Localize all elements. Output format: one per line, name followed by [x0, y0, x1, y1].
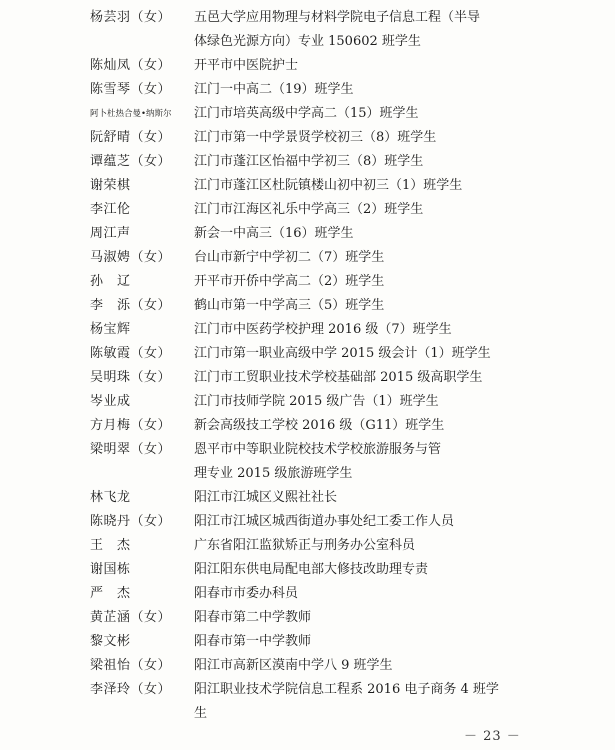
roster-entry	[0, 630, 615, 654]
roster-entry	[0, 246, 615, 270]
affiliation-line: 江门市中医药学校护理 2016 级（7）班学生	[194, 322, 452, 337]
person-name: 谢国栋	[90, 562, 131, 577]
affiliation-line: 江门市第一职业高级中学 2015 级会计（1）班学生	[194, 346, 491, 361]
roster-entry	[0, 414, 615, 438]
affiliation-line: 阳春市第一中学教师	[194, 634, 312, 649]
roster-entry	[0, 366, 615, 390]
affiliation-line: 阳江市江城区义熙社社长	[194, 490, 338, 505]
person-affiliation	[194, 366, 615, 390]
person-name: 陈敏霞（女）	[90, 346, 172, 361]
person-name: 杨芸羽（女）	[90, 10, 172, 25]
roster-entry	[0, 558, 615, 582]
person-name: 李江伦	[90, 202, 131, 217]
roster-entry	[0, 318, 615, 342]
person-name: 李 泺（女）	[90, 298, 172, 313]
affiliation-line: 新会一中高三（16）班学生	[194, 226, 354, 241]
person-affiliation	[194, 486, 615, 510]
person-affiliation	[194, 654, 615, 678]
roster-entry	[0, 582, 615, 606]
affiliation-line: 阳江市江城区城西街道办事处纪工委工作人员	[194, 514, 455, 529]
person-affiliation	[194, 294, 615, 318]
roster-list	[0, 6, 615, 726]
roster-entry	[0, 342, 615, 366]
roster-entry	[0, 390, 615, 414]
person-affiliation	[194, 6, 615, 54]
roster-entry	[0, 222, 615, 246]
affiliation-line: 阳江职业技术学院信息工程系 2016 电子商务 4 班学	[194, 682, 499, 697]
person-affiliation	[194, 342, 615, 366]
roster-entry	[0, 54, 615, 78]
roster-entry	[0, 78, 615, 102]
person-affiliation	[194, 126, 615, 150]
roster-entry	[0, 126, 615, 150]
person-affiliation	[194, 174, 615, 198]
affiliation-line: 台山市新宁中学初二（7）班学生	[194, 250, 385, 265]
affiliation-line: 理专业 2015 级旅游班学生	[194, 466, 353, 481]
affiliation-line: 生	[194, 706, 208, 721]
person-affiliation	[194, 198, 615, 222]
roster-entry	[0, 270, 615, 294]
person-name: 陈晓丹（女）	[90, 514, 172, 529]
affiliation-line: 阳江市高新区漠南中学八 9 班学生	[194, 658, 393, 673]
person-affiliation	[194, 582, 615, 606]
page-number: － 23 －	[464, 729, 521, 744]
person-affiliation	[194, 150, 615, 174]
person-affiliation	[194, 270, 615, 294]
person-name: 黄芷涵（女）	[90, 610, 172, 625]
roster-entry	[0, 678, 615, 726]
person-name: 方月梅（女）	[90, 418, 172, 433]
affiliation-line: 江门市第一中学景贤学校初三（8）班学生	[194, 130, 437, 145]
person-name: 吴明珠（女）	[90, 370, 172, 385]
affiliation-line: 开平市中医院护士	[194, 58, 299, 73]
person-affiliation	[194, 630, 615, 654]
affiliation-line: 江门市蓬江区杜阮镇楼山初中初三（1）班学生	[194, 178, 463, 193]
affiliation-line: 体绿色光源方向）专业 150602 班学生	[194, 34, 421, 49]
roster-entry	[0, 102, 615, 126]
roster-entry	[0, 510, 615, 534]
affiliation-line: 新会高级技工学校 2016 级（G11）班学生	[194, 418, 445, 433]
affiliation-line: 阳春市市委办科员	[194, 586, 299, 601]
person-affiliation	[194, 606, 615, 630]
roster-entry	[0, 606, 615, 630]
person-name: 林飞龙	[90, 490, 131, 505]
person-name: 陈灿凤（女）	[90, 58, 172, 73]
affiliation-line: 鹤山市第一中学高三（5）班学生	[194, 298, 385, 313]
affiliation-line: 开平市开侨中学高二（2）班学生	[194, 274, 385, 289]
roster-entry	[0, 174, 615, 198]
roster-entry	[0, 438, 615, 486]
person-affiliation	[194, 414, 615, 438]
person-name: 谭蕴芝（女）	[90, 154, 172, 169]
person-name: 梁祖怡（女）	[90, 658, 172, 673]
roster-entry	[0, 534, 615, 558]
person-affiliation	[194, 390, 615, 414]
person-affiliation	[194, 78, 615, 102]
person-affiliation	[194, 510, 615, 534]
person-name: 周江声	[90, 226, 131, 241]
person-affiliation	[194, 222, 615, 246]
person-affiliation	[194, 534, 615, 558]
person-name: 李泽玲（女）	[90, 682, 172, 697]
person-affiliation	[194, 246, 615, 270]
person-affiliation	[194, 102, 615, 126]
roster-entry	[0, 198, 615, 222]
roster-entry	[0, 486, 615, 510]
roster-entry	[0, 150, 615, 174]
person-name: 陈雪琴（女）	[90, 82, 172, 97]
roster-entry	[0, 6, 615, 54]
affiliation-line: 阳江阳东供电局配电部大修技改助理专责	[194, 562, 429, 577]
person-name: 孙 辽	[90, 274, 131, 289]
affiliation-line: 广东省阳江监狱矫正与刑务办公室科员	[194, 538, 416, 553]
person-affiliation	[194, 438, 615, 486]
affiliation-line: 江门市培英高级中学高二（15）班学生	[194, 106, 419, 121]
person-name: 杨宝辉	[90, 322, 131, 337]
affiliation-line: 五邑大学应用物理与材料学院电子信息工程（半导	[194, 10, 481, 25]
person-name: 马淑娉（女）	[90, 250, 172, 265]
roster-entry	[0, 654, 615, 678]
person-name: 王 杰	[90, 538, 131, 553]
person-name: 阮舒晴（女）	[90, 130, 172, 145]
person-affiliation	[194, 678, 615, 726]
person-name: 岑业成	[90, 394, 131, 409]
person-name: 严 杰	[90, 586, 131, 601]
affiliation-line: 江门一中高二（19）班学生	[194, 82, 354, 97]
affiliation-line: 江门市蓬江区怡福中学初三（8）班学生	[194, 154, 424, 169]
person-name: 阿卜杜热合曼•纳斯尔	[90, 109, 172, 119]
person-name: 黎文彬	[90, 634, 131, 649]
person-affiliation	[194, 54, 615, 78]
affiliation-line: 阳春市第二中学教师	[194, 610, 312, 625]
person-affiliation	[194, 558, 615, 582]
affiliation-line: 江门市工贸职业技术学校基础部 2015 级高职学生	[194, 370, 483, 385]
roster-entry	[0, 294, 615, 318]
affiliation-line: 江门市技师学院 2015 级广告（1）班学生	[194, 394, 439, 409]
person-name: 谢荣棋	[90, 178, 131, 193]
affiliation-line: 江门市江海区礼乐中学高三（2）班学生	[194, 202, 424, 217]
person-name: 梁明翠（女）	[90, 442, 172, 457]
person-affiliation	[194, 318, 615, 342]
affiliation-line: 恩平市中等职业院校技术学校旅游服务与管	[194, 442, 442, 457]
